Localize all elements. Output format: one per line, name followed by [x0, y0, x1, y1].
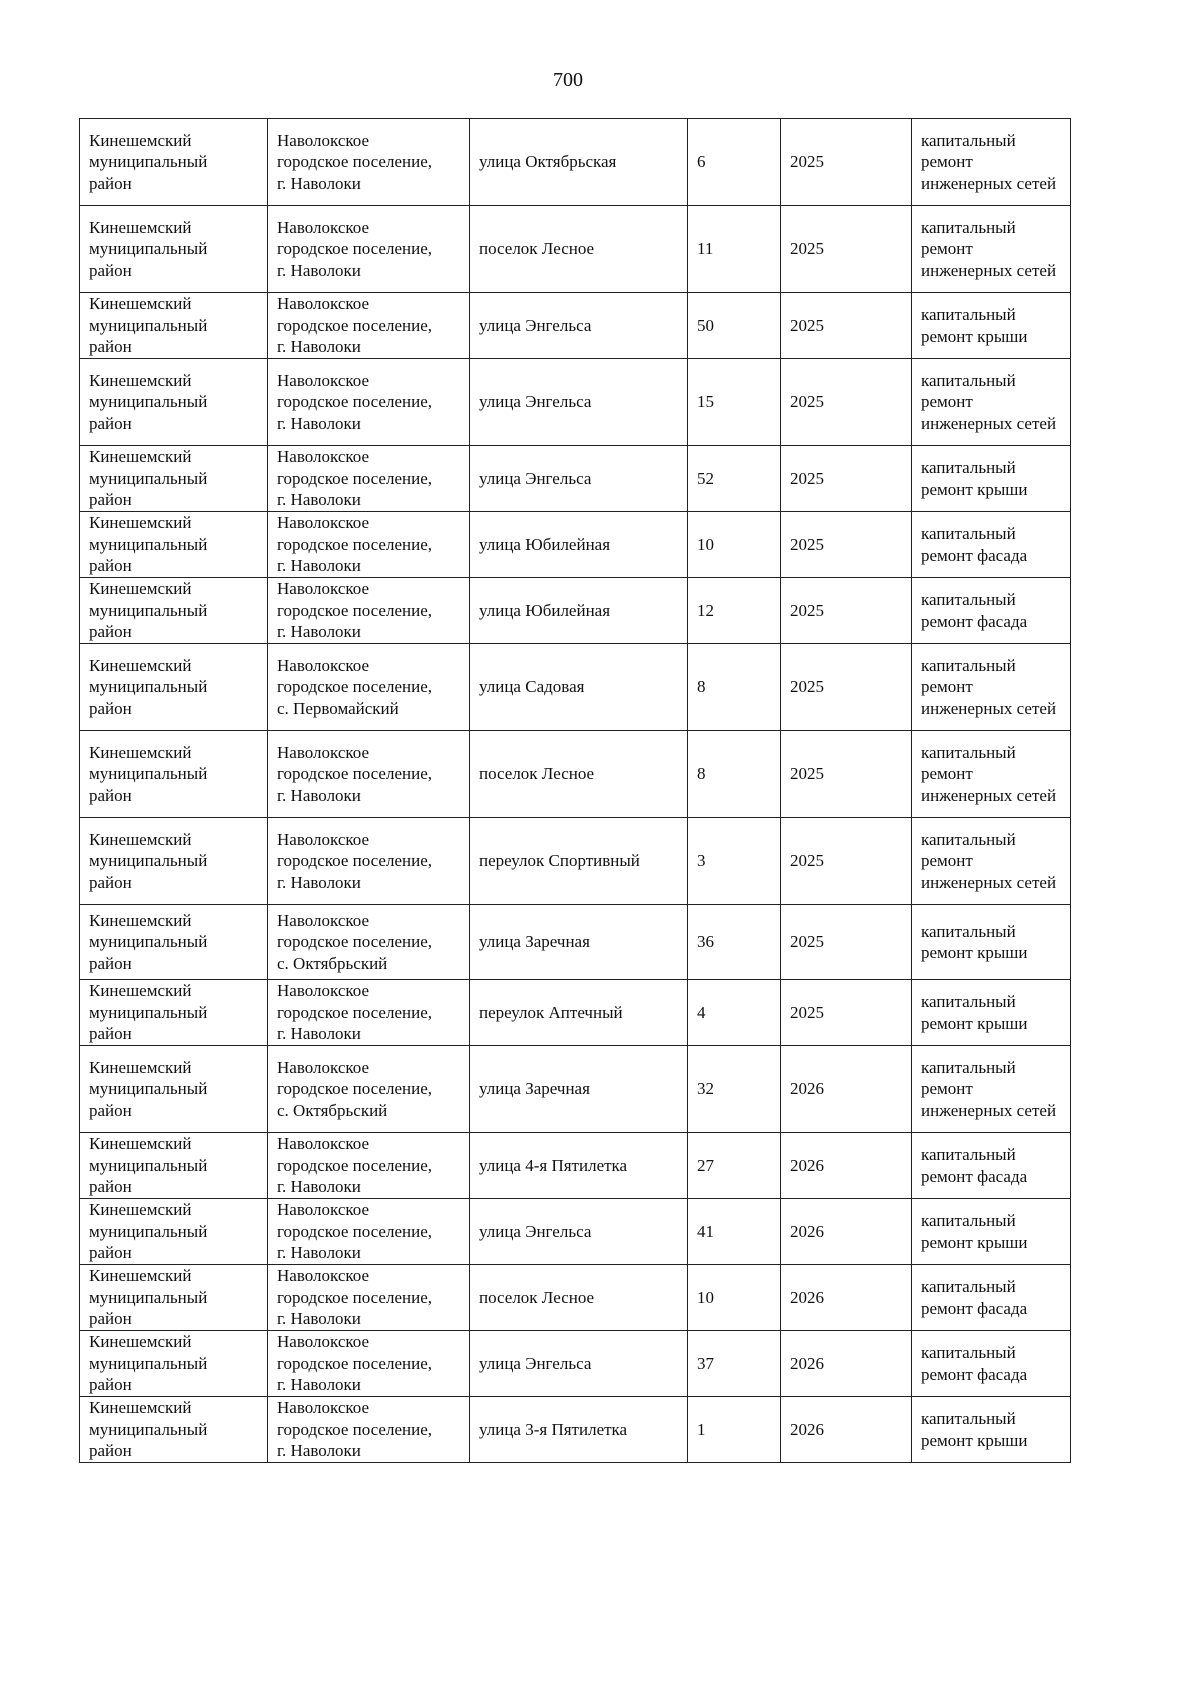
street-cell: улица Октябрьская: [470, 119, 688, 206]
district-cell: Кинешемский муниципальный район: [80, 905, 268, 980]
year-cell: 2025: [781, 512, 912, 578]
house-number-cell: 10: [688, 1265, 781, 1331]
house-number-cell: 32: [688, 1046, 781, 1133]
district-cell: Кинешемский муниципальный район: [80, 1265, 268, 1331]
settlement-cell: Наволокское городское поселение, г. Наволоки: [268, 1397, 470, 1463]
settlement-cell: Наволокское городское поселение, г. Наволоки: [268, 1133, 470, 1199]
house-number-cell: 11: [688, 206, 781, 293]
work-type-cell: капитальный ремонт крыши: [912, 293, 1071, 359]
work-type-cell: капитальный ремонт инженерных сетей: [912, 206, 1071, 293]
street-cell: поселок Лесное: [470, 206, 688, 293]
table-row: [80, 1046, 1071, 1133]
table-row: [80, 359, 1071, 446]
table-row: [80, 1265, 1071, 1331]
street-cell: улица Садовая: [470, 644, 688, 731]
year-cell: 2026: [781, 1397, 912, 1463]
street-cell: улица Энгельса: [470, 446, 688, 512]
work-type-cell: капитальный ремонт крыши: [912, 1397, 1071, 1463]
year-cell: 2026: [781, 1331, 912, 1397]
district-cell: Кинешемский муниципальный район: [80, 1046, 268, 1133]
work-type-cell: капитальный ремонт крыши: [912, 446, 1071, 512]
settlement-cell: Наволокское городское поселение, с. Первомайский: [268, 644, 470, 731]
table-row: [80, 1397, 1071, 1463]
house-number-cell: 52: [688, 446, 781, 512]
house-number-cell: 1: [688, 1397, 781, 1463]
table-row: [80, 1331, 1071, 1397]
work-type-cell: капитальный ремонт инженерных сетей: [912, 359, 1071, 446]
year-cell: 2025: [781, 980, 912, 1046]
house-number-cell: 3: [688, 818, 781, 905]
house-number-cell: 10: [688, 512, 781, 578]
work-type-cell: капитальный ремонт фасада: [912, 1265, 1071, 1331]
year-cell: 2025: [781, 578, 912, 644]
house-number-cell: 12: [688, 578, 781, 644]
table-row: [80, 731, 1071, 818]
year-cell: 2025: [781, 905, 912, 980]
street-cell: улица Заречная: [470, 1046, 688, 1133]
table-row: [80, 446, 1071, 512]
street-cell: поселок Лесное: [470, 1265, 688, 1331]
street-cell: переулок Спортивный: [470, 818, 688, 905]
street-cell: улица 3-я Пятилетка: [470, 1397, 688, 1463]
work-type-cell: капитальный ремонт фасада: [912, 1133, 1071, 1199]
settlement-cell: Наволокское городское поселение, г. Наволоки: [268, 731, 470, 818]
year-cell: 2026: [781, 1046, 912, 1133]
year-cell: 2025: [781, 293, 912, 359]
house-number-cell: 8: [688, 731, 781, 818]
work-type-cell: капитальный ремонт инженерных сетей: [912, 119, 1071, 206]
year-cell: 2026: [781, 1265, 912, 1331]
street-cell: улица Энгельса: [470, 1199, 688, 1265]
house-number-cell: 50: [688, 293, 781, 359]
table-row: [80, 818, 1071, 905]
district-cell: Кинешемский муниципальный район: [80, 512, 268, 578]
district-cell: Кинешемский муниципальный район: [80, 818, 268, 905]
settlement-cell: Наволокское городское поселение, с. Октябрьский: [268, 1046, 470, 1133]
district-cell: Кинешемский муниципальный район: [80, 206, 268, 293]
year-cell: 2025: [781, 119, 912, 206]
house-number-cell: 37: [688, 1331, 781, 1397]
house-number-cell: 6: [688, 119, 781, 206]
work-type-cell: капитальный ремонт инженерных сетей: [912, 644, 1071, 731]
district-cell: Кинешемский муниципальный район: [80, 980, 268, 1046]
settlement-cell: Наволокское городское поселение, г. Наволоки: [268, 980, 470, 1046]
work-type-cell: капитальный ремонт фасада: [912, 578, 1071, 644]
table-row: [80, 1199, 1071, 1265]
year-cell: 2025: [781, 359, 912, 446]
table-row: [80, 1133, 1071, 1199]
work-type-cell: капитальный ремонт инженерных сетей: [912, 818, 1071, 905]
house-number-cell: 27: [688, 1133, 781, 1199]
settlement-cell: Наволокское городское поселение, г. Наволоки: [268, 818, 470, 905]
district-cell: Кинешемский муниципальный район: [80, 1199, 268, 1265]
house-number-cell: 8: [688, 644, 781, 731]
work-type-cell: капитальный ремонт крыши: [912, 1199, 1071, 1265]
district-cell: Кинешемский муниципальный район: [80, 1397, 268, 1463]
street-cell: улица 4-я Пятилетка: [470, 1133, 688, 1199]
settlement-cell: Наволокское городское поселение, г. Наволоки: [268, 293, 470, 359]
street-cell: улица Юбилейная: [470, 512, 688, 578]
work-type-cell: капитальный ремонт инженерных сетей: [912, 731, 1071, 818]
table-row: [80, 119, 1071, 206]
table-row: [80, 512, 1071, 578]
settlement-cell: Наволокское городское поселение, г. Наволоки: [268, 578, 470, 644]
street-cell: переулок Аптечный: [470, 980, 688, 1046]
house-number-cell: 15: [688, 359, 781, 446]
district-cell: Кинешемский муниципальный район: [80, 731, 268, 818]
district-cell: Кинешемский муниципальный район: [80, 119, 268, 206]
district-cell: Кинешемский муниципальный район: [80, 446, 268, 512]
street-cell: улица Энгельса: [470, 359, 688, 446]
settlement-cell: Наволокское городское поселение, г. Наволоки: [268, 206, 470, 293]
work-type-cell: капитальный ремонт фасада: [912, 1331, 1071, 1397]
page-number: 700: [553, 69, 583, 91]
table-row: [80, 206, 1071, 293]
table-row: [80, 905, 1071, 980]
table-row: [80, 578, 1071, 644]
district-cell: Кинешемский муниципальный район: [80, 359, 268, 446]
work-type-cell: капитальный ремонт крыши: [912, 905, 1071, 980]
year-cell: 2026: [781, 1133, 912, 1199]
settlement-cell: Наволокское городское поселение, г. Наволоки: [268, 119, 470, 206]
settlement-cell: Наволокское городское поселение, г. Наволоки: [268, 1331, 470, 1397]
settlement-cell: Наволокское городское поселение, г. Наволоки: [268, 359, 470, 446]
settlement-cell: Наволокское городское поселение, г. Наволоки: [268, 1199, 470, 1265]
district-cell: Кинешемский муниципальный район: [80, 644, 268, 731]
street-cell: улица Энгельса: [470, 293, 688, 359]
year-cell: 2025: [781, 731, 912, 818]
street-cell: улица Заречная: [470, 905, 688, 980]
settlement-cell: Наволокское городское поселение, г. Наволоки: [268, 512, 470, 578]
year-cell: 2025: [781, 446, 912, 512]
district-cell: Кинешемский муниципальный район: [80, 1133, 268, 1199]
year-cell: 2025: [781, 818, 912, 905]
district-cell: Кинешемский муниципальный район: [80, 578, 268, 644]
street-cell: поселок Лесное: [470, 731, 688, 818]
table-row: [80, 644, 1071, 731]
work-type-cell: капитальный ремонт фасада: [912, 512, 1071, 578]
year-cell: 2026: [781, 1199, 912, 1265]
street-cell: улица Энгельса: [470, 1331, 688, 1397]
house-number-cell: 4: [688, 980, 781, 1046]
district-cell: Кинешемский муниципальный район: [80, 1331, 268, 1397]
district-cell: Кинешемский муниципальный район: [80, 293, 268, 359]
housing-repair-table: [79, 118, 1071, 1463]
table-row: [80, 980, 1071, 1046]
year-cell: 2025: [781, 644, 912, 731]
table-row: [80, 293, 1071, 359]
settlement-cell: Наволокское городское поселение, г. Наволоки: [268, 446, 470, 512]
house-number-cell: 41: [688, 1199, 781, 1265]
street-cell: улица Юбилейная: [470, 578, 688, 644]
settlement-cell: Наволокское городское поселение, г. Наволоки: [268, 1265, 470, 1331]
work-type-cell: капитальный ремонт крыши: [912, 980, 1071, 1046]
settlement-cell: Наволокское городское поселение, с. Октябрьский: [268, 905, 470, 980]
house-number-cell: 36: [688, 905, 781, 980]
year-cell: 2025: [781, 206, 912, 293]
work-type-cell: капитальный ремонт инженерных сетей: [912, 1046, 1071, 1133]
